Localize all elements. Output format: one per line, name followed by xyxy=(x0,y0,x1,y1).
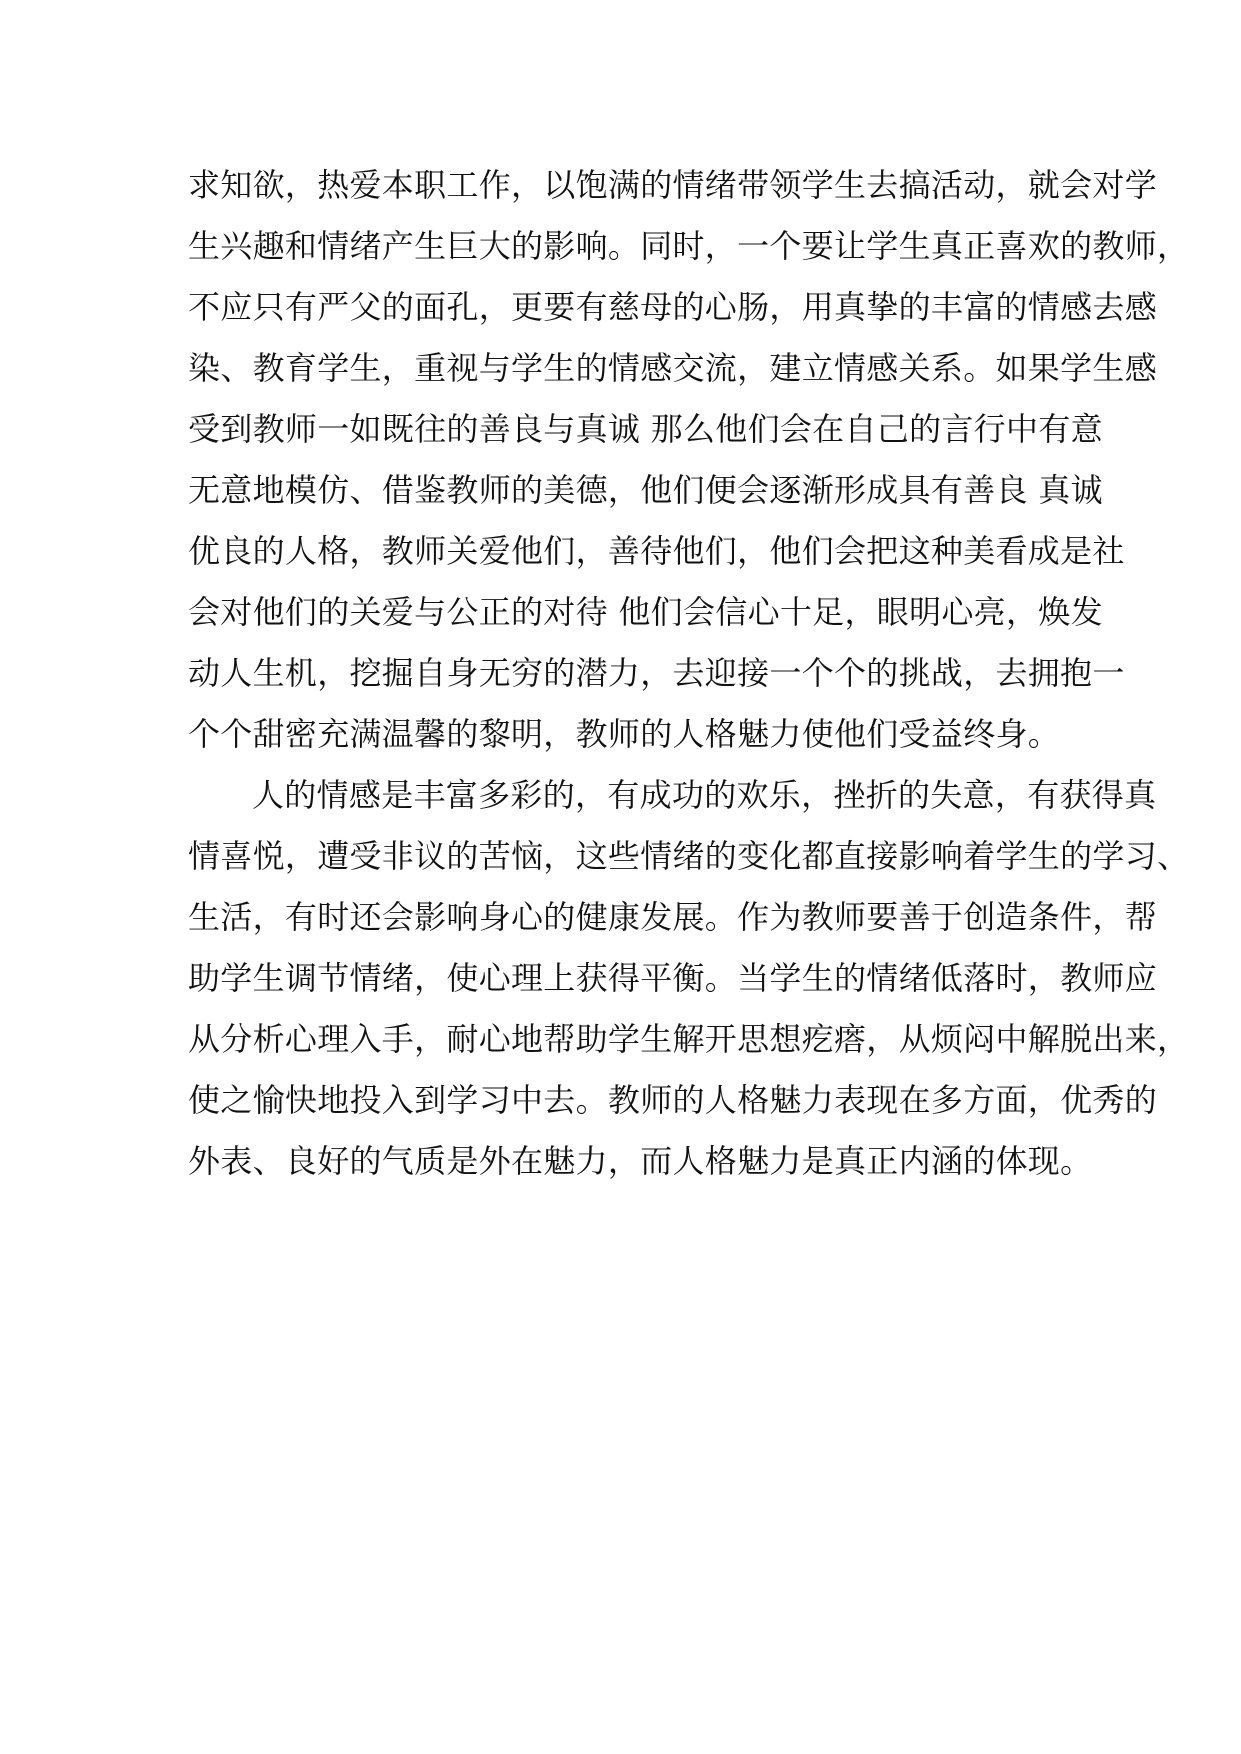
paragraph-start-line: 人的情感是丰富多彩的，有成功的欢乐，挫折的失意，有获得真 xyxy=(252,776,1157,814)
text-line: 受到教师一如既往的善良与真诚 那么他们会在自己的言行中有意 xyxy=(188,410,1103,448)
text-line: 无意地模仿、借鉴教师的美德，他们便会逐渐形成具有善良 真诚 xyxy=(188,471,1103,509)
text-line: 生兴趣和情绪产生巨大的影响。同时，一个要让学生真正喜欢的教师， xyxy=(188,227,1190,265)
text-line: 会对他们的关爱与公正的对待 他们会信心十足，眼明心亮，焕发 xyxy=(188,593,1103,631)
text-line: 生活，有时还会影响身心的健康发展。作为教师要善于创造条件，帮 xyxy=(188,898,1158,936)
text-line: 个个甜密充满温馨的黎明，教师的人格魅力使他们受益终身。 xyxy=(188,715,1061,753)
text-line: 优良的人格，教师关爱他们，善待他们，他们会把这种美看成是社 xyxy=(188,532,1125,570)
text-line: 求知欲，热爱本职工作，以饱满的情绪带领学生去搞活动，就会对学 xyxy=(188,166,1158,204)
text-line: 情喜悦，遭受非议的苦恼，这些情绪的变化都直接影响着学生的学习、 xyxy=(188,837,1190,875)
body-text xyxy=(188,155,1190,1192)
text-line: 不应只有严父的面孔，更要有慈母的心肠，用真挚的丰富的情感去感 xyxy=(188,288,1158,326)
text-line: 使之愉快地投入到学习中去。教师的人格魅力表现在多方面，优秀的 xyxy=(188,1081,1158,1119)
text-line: 染、教育学生，重视与学生的情感交流，建立情感关系。如果学生感 xyxy=(188,349,1158,387)
text-line: 从分析心理入手，耐心地帮助学生解开思想疙瘩，从烦闷中解脱出来， xyxy=(188,1020,1190,1058)
text-line: 外表、良好的气质是外在魅力，而人格魅力是真正内涵的体现。 xyxy=(188,1142,1093,1180)
text-line: 助学生调节情绪，使心理上获得平衡。当学生的情绪低落时，教师应 xyxy=(188,959,1158,997)
text-line: 动人生机，挖掘自身无穷的潜力，去迎接一个个的挑战，去拥抱一 xyxy=(188,654,1125,692)
